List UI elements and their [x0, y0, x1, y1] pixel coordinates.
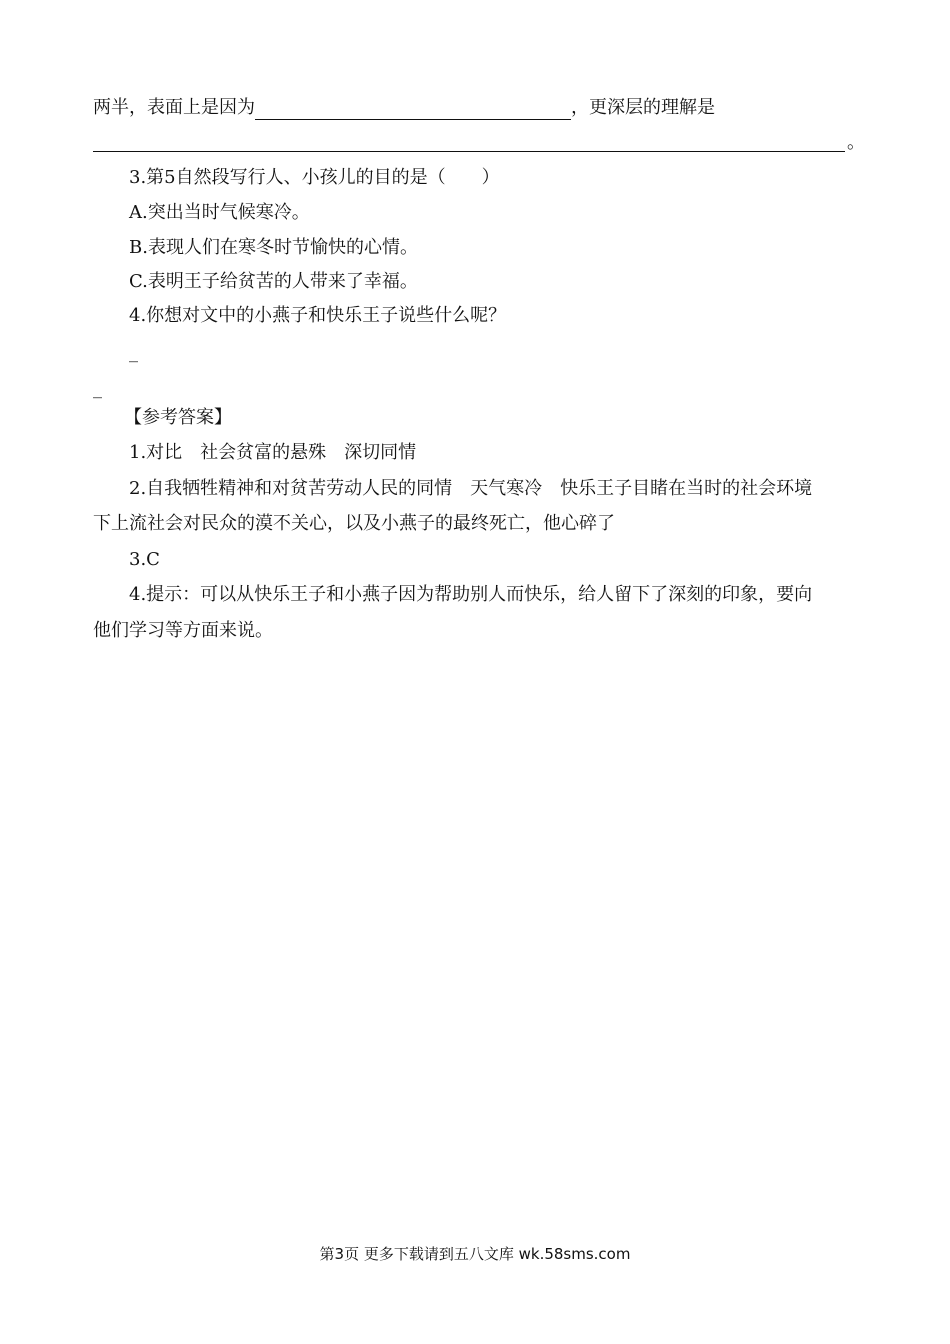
answer-4-line1: 4.提示：可以从快乐王子和小燕子因为帮助别人而快乐，给人留下了深刻的印象，要向 [129, 584, 813, 605]
answer-blank-4[interactable]: _ [93, 378, 102, 399]
page-footer: 第3页 更多下载请到五八文库 wk.58sms.com [319, 1245, 631, 1263]
answers-heading: 【参考答案】 [124, 407, 232, 428]
answer-blank-3[interactable]: _ [129, 342, 138, 363]
answer-4-line2: 他们学习等方面来说。 [93, 620, 273, 641]
q2-line1-prefix: 两半，表面上是因为 [93, 97, 255, 118]
q4-stem: 4.你想对文中的小燕子和快乐王子说些什么呢？ [129, 305, 507, 326]
q2-line2-period: 。 [847, 132, 865, 153]
q2-line1-suffix: ，更深层的理解是 [571, 97, 715, 118]
q3-option-b: B.表现人们在寒冬时节愉快的心情。 [129, 237, 418, 258]
answer-blank-2[interactable] [93, 151, 845, 152]
answer-1: 1.对比 社会贫富的悬殊 深切同情 [129, 442, 417, 463]
q2-line1 [93, 96, 715, 120]
answer-2-line2: 下上流社会对民众的漠不关心，以及小燕子的最终死亡，他心碎了 [93, 513, 615, 534]
answer-3: 3.C [129, 549, 160, 570]
q3-stem: 3.第5自然段写行人、小孩儿的目的是（ ） [129, 167, 500, 188]
answer-blank-1[interactable] [255, 101, 571, 120]
q3-option-a: A.突出当时气候寒冷。 [129, 202, 310, 223]
answer-2-line1: 2.自我牺牲精神和对贫苦劳动人民的同情 天气寒冷 快乐王子目睹在当时的社会环境 [129, 478, 813, 499]
q3-option-c: C.表明王子给贫苦的人带来了幸福。 [129, 271, 418, 292]
